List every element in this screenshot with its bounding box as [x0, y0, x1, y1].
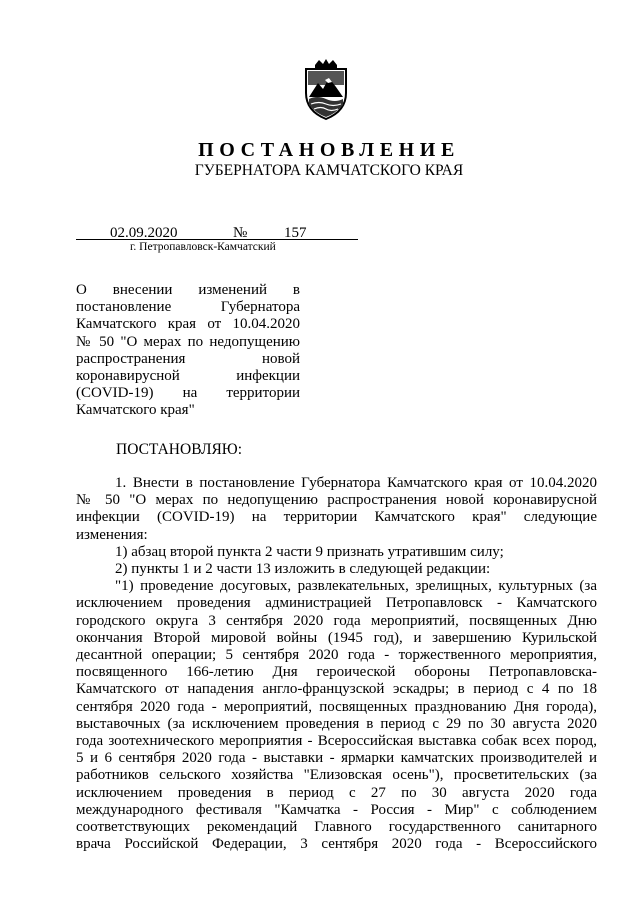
subject-line: постановление Губернатора — [76, 299, 300, 316]
subject-line: № 50 "О мерах по недопущению — [76, 333, 300, 350]
document-date: 02.09.2020 — [110, 225, 178, 241]
subject-line: коронавирусной инфекции — [76, 368, 300, 385]
document-title: ПОСТАНОВЛЕНИЕ — [198, 139, 460, 161]
subject-line: Камчатского края" — [76, 402, 195, 419]
decree-word: ПОСТАНОВЛЯЮ: — [116, 441, 243, 458]
subject-line: распространения новой — [76, 350, 300, 367]
body-line: № 50 "О мерах по недопущению распространения новой коронавирусной — [76, 492, 597, 509]
document-city: г. Петропавловск-Камчатский — [130, 241, 276, 253]
subject-line: О внесении изменений в — [76, 282, 300, 298]
document-number: 157 — [284, 225, 307, 241]
document-body — [76, 475, 597, 853]
body-line: изменения: — [76, 526, 148, 543]
body-line: выставочных (за исключением проведения в период с 29 по 30 августа 2020 — [76, 715, 597, 732]
document-subtitle: ГУБЕРНАТОРА КАМЧАТСКОГО КРАЯ — [194, 162, 464, 179]
body-line: инфекции (COVID-19) на территории Камчатского края" следующие — [76, 509, 597, 526]
body-line: посвященного 166-летию Дня героической обороны Петропавловска- — [76, 664, 597, 681]
body-line: работников сельского хозяйства "Елизовская осень"), просветительских (за — [76, 767, 597, 784]
body-line: исключением проведения администрацией Петропавловск - Камчатского — [76, 595, 597, 612]
number-sign: № — [233, 225, 248, 241]
body-line: городского округа 3 сентября 2020 года мероприятий, посвященных Дню — [76, 612, 597, 629]
subject-line: (COVID-19) на территории — [76, 385, 300, 402]
body-line: 1) абзац второй пункта 2 части 9 признать утратившим силу; — [115, 543, 504, 560]
body-line: Камчатского от нападения англо-французской эскадры; в период с 4 по 18 — [76, 681, 597, 698]
body-line: врача Российской Федерации, 3 сентября 2020 года - Всероссийского — [76, 836, 597, 853]
body-line: международного фестиваля "Камчатка - Россия - Мир" с соблюдением — [76, 801, 597, 818]
body-line: "1) проведение досуговых, развлекательных, зрелищных, культурных (за — [115, 578, 597, 595]
body-line: сентября 2020 года - мероприятий, посвященных празднованию Дня города), — [76, 698, 597, 715]
body-line: десантной операции; 5 сентября 2020 года - торжественного мероприятия, — [76, 647, 597, 664]
body-line: исключением проведения в период с 27 по 30 августа 2020 года — [76, 784, 597, 801]
kamchatka-coat-of-arms-icon — [301, 59, 351, 121]
body-line: 2) пункты 1 и 2 части 13 изложить в следующей редакции: — [115, 561, 491, 578]
body-line: 5 и 6 сентября 2020 года - выставки - ярмарки камчатских производителей и — [76, 750, 597, 767]
document-subject — [76, 282, 300, 420]
body-line: соответствующих рекомендаций Главного государственного санитарного — [76, 819, 597, 836]
subject-line: Камчатского края от 10.04.2020 — [76, 316, 300, 333]
body-line: года зоотехнического мероприятия - Всероссийская выставка собак всех пород, — [76, 733, 597, 750]
body-line: 1. Внести в постановление Губернатора Камчатского края от 10.04.2020 — [115, 475, 597, 491]
body-line: окончания Второй мировой войны (1945 год), и завершению Курильской — [76, 629, 597, 646]
